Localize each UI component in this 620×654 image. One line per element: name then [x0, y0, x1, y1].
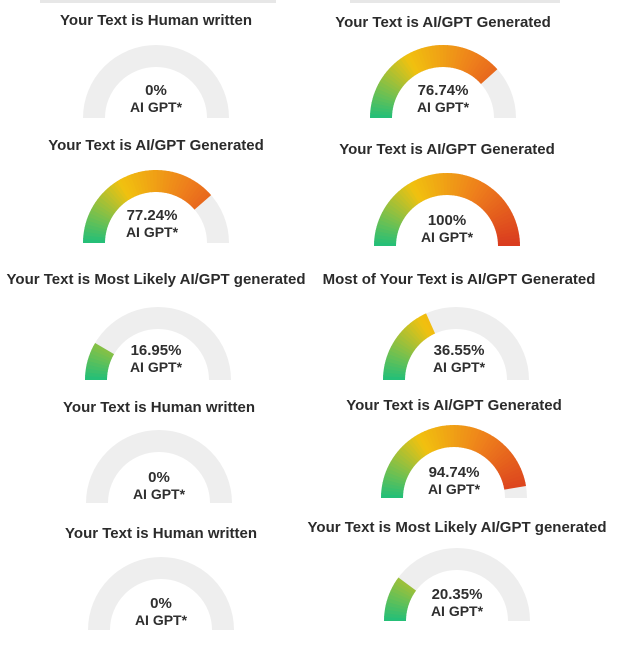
panel-title: Your Text is AI/GPT Generated — [335, 14, 551, 31]
gauge-value-arc — [96, 349, 105, 380]
panel-title: Most of Your Text is AI/GPT Generated — [322, 271, 596, 288]
gauge-readout — [130, 342, 182, 376]
panel-title: Your Text is AI/GPT Generated — [48, 137, 264, 154]
percent-value: 16.95% — [130, 342, 182, 359]
panel-title: Your Text is Human written — [65, 525, 257, 542]
gauge-readout — [431, 586, 483, 620]
percent-value: 0% — [148, 469, 170, 486]
gauge-label: AI GPT* — [134, 612, 188, 628]
gauge-arc-segment — [428, 323, 431, 324]
gauge-arc-segment — [487, 74, 489, 76]
gauge-label: AI GPT* — [129, 359, 183, 375]
gauge-label: AI GPT* — [125, 224, 179, 240]
gauge-label: AI GPT* — [420, 229, 474, 245]
gauge-label: AI GPT* — [430, 603, 484, 619]
gauge-label: AI GPT* — [427, 481, 481, 497]
percent-value: 36.55% — [433, 342, 485, 359]
gauge-arc-segment — [515, 485, 516, 488]
gauge-arc-segment — [405, 584, 407, 587]
gauge-value-arc — [395, 584, 407, 621]
percent-value: 76.74% — [417, 82, 469, 99]
panel-title: Your Text is Human written — [63, 399, 255, 416]
panel-title: Your Text is Most Likely AI/GPT generated — [307, 519, 607, 536]
gauge-readout — [135, 595, 187, 629]
percent-value: 0% — [145, 82, 167, 99]
percent-value: 100% — [427, 212, 467, 229]
panel-title: Your Text is Human written — [60, 12, 252, 29]
gauge-arc-segment — [103, 349, 105, 352]
panel-title: Your Text is Most Likely AI/GPT generated — [6, 271, 306, 288]
gauge-label: AI GPT* — [432, 359, 486, 375]
percent-value: 77.24% — [126, 207, 178, 224]
panel-title: Your Text is AI/GPT Generated — [339, 141, 555, 158]
panel-title: Your Text is AI/GPT Generated — [346, 397, 562, 414]
gauge-label: AI GPT* — [129, 99, 183, 115]
gauge-readout — [421, 212, 473, 246]
gauge-readout — [126, 207, 178, 241]
gauge-readout — [417, 82, 469, 116]
gauge-readout — [133, 469, 185, 503]
percent-value: 0% — [150, 595, 172, 612]
percent-value: 94.74% — [428, 464, 480, 481]
gauge-readout — [433, 342, 485, 376]
gauge-readout — [428, 464, 480, 498]
gauge-arc-segment — [201, 200, 203, 202]
gauge-label: AI GPT* — [416, 99, 470, 115]
gauge-value-arc — [394, 323, 431, 380]
percent-value: 20.35% — [431, 586, 483, 603]
gauge-readout — [130, 82, 182, 116]
top-divider — [0, 0, 620, 3]
gauge-label: AI GPT* — [132, 486, 186, 502]
